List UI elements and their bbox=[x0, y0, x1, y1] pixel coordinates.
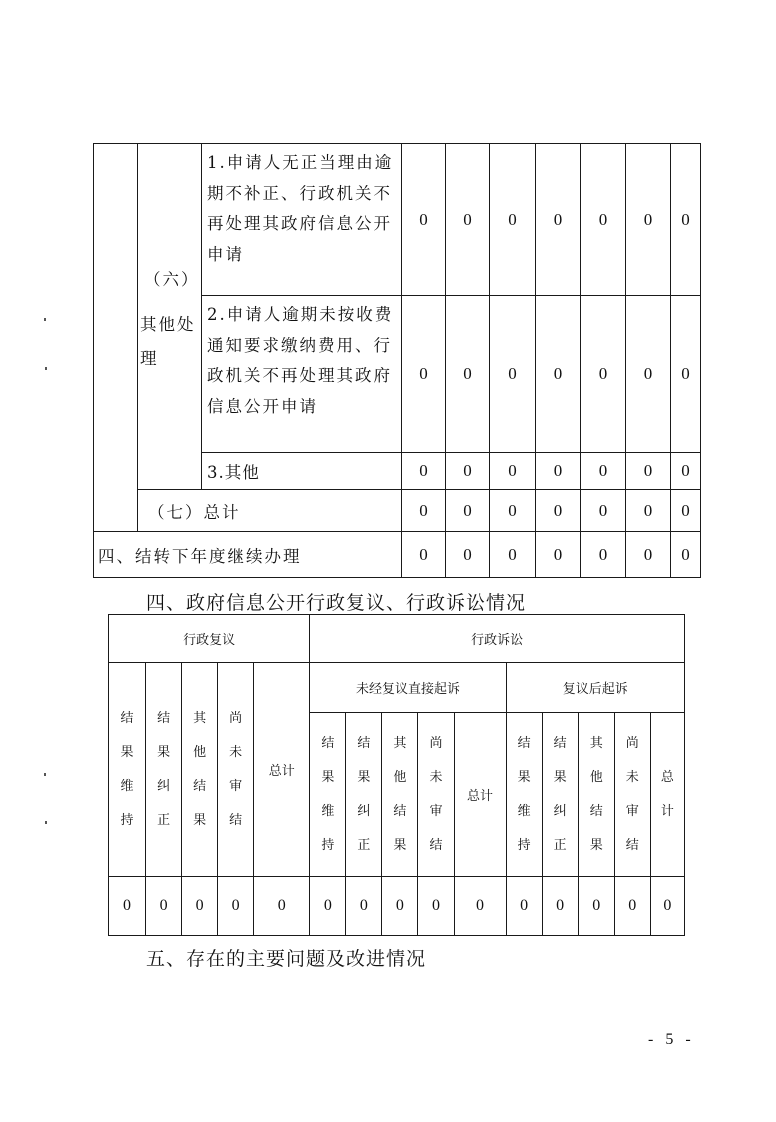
value-cell: 0 bbox=[650, 877, 684, 936]
direct-suit-total-header: 总计 bbox=[454, 713, 506, 877]
value-cell: 0 bbox=[581, 532, 626, 578]
table-row bbox=[94, 490, 701, 532]
value-cell: 0 bbox=[490, 296, 536, 453]
value-cell: 0 bbox=[536, 490, 581, 532]
carry-over-label: 四、结转下年度继续办理 bbox=[94, 532, 402, 578]
after-review-suit-header: 复议后起诉 bbox=[506, 663, 684, 713]
value-cell: 0 bbox=[542, 877, 578, 936]
value-cell: 0 bbox=[536, 296, 581, 453]
value-cell: 0 bbox=[671, 453, 701, 490]
value-cell: 0 bbox=[418, 877, 454, 936]
value-cell: 0 bbox=[671, 490, 701, 532]
value-cell: 0 bbox=[490, 453, 536, 490]
direct-suit-header: 未经复议直接起诉 bbox=[310, 663, 506, 713]
after-review-total-header: 总 计 bbox=[650, 713, 684, 877]
row-label: 2.申请人逾期未按收费通知要求缴纳费用、行政机关不再处理其政府信息公开申请 bbox=[202, 296, 402, 453]
outcome-pending: 尚 未 审 结 bbox=[614, 713, 650, 877]
value-cell: 0 bbox=[671, 296, 701, 453]
value-cell: 0 bbox=[626, 532, 671, 578]
value-cell: 0 bbox=[446, 296, 490, 453]
outcome-corrected: 结 果 纠 正 bbox=[146, 663, 182, 877]
row-label: 1.申请人无正当理由逾期不补正、行政机关不再处理其政府信息公开申请 bbox=[202, 144, 402, 296]
blank-cell bbox=[94, 144, 138, 532]
outcome-other: 其 他 结 果 bbox=[182, 663, 218, 877]
outcome-upheld: 结 果 维 持 bbox=[506, 713, 542, 877]
value-cell: 0 bbox=[109, 877, 146, 936]
scan-speck bbox=[44, 773, 46, 776]
outcome-pending: 尚 未 审 结 bbox=[218, 663, 254, 877]
value-cell: 0 bbox=[446, 144, 490, 296]
value-cell: 0 bbox=[671, 144, 701, 296]
table-row bbox=[109, 663, 685, 713]
scan-speck bbox=[44, 318, 46, 321]
value-cell: 0 bbox=[402, 144, 446, 296]
scan-speck bbox=[45, 367, 47, 370]
category-name: 其他处理 bbox=[140, 315, 196, 368]
admin-litigation-header: 行政诉讼 bbox=[310, 615, 685, 663]
value-cell: 0 bbox=[626, 144, 671, 296]
value-cell: 0 bbox=[536, 532, 581, 578]
value-cell: 0 bbox=[626, 453, 671, 490]
value-cell: 0 bbox=[218, 877, 254, 936]
value-cell: 0 bbox=[402, 490, 446, 532]
outcome-pending: 尚 未 审 结 bbox=[418, 713, 454, 877]
outcome-other: 其 他 结 果 bbox=[382, 713, 418, 877]
value-cell: 0 bbox=[581, 453, 626, 490]
value-cell: 0 bbox=[382, 877, 418, 936]
review-total-header: 总计 bbox=[254, 663, 310, 877]
total-label: （七）总计 bbox=[138, 490, 402, 532]
section-4-heading: 四、政府信息公开行政复议、行政诉讼情况 bbox=[146, 592, 527, 614]
table-row bbox=[94, 144, 701, 296]
admin-review-header: 行政复议 bbox=[109, 615, 310, 663]
value-cell: 0 bbox=[490, 490, 536, 532]
value-cell: 0 bbox=[581, 296, 626, 453]
outcome-corrected: 结 果 纠 正 bbox=[542, 713, 578, 877]
value-cell: 0 bbox=[614, 877, 650, 936]
row-label: 3.其他 bbox=[202, 453, 402, 490]
value-cell: 0 bbox=[446, 453, 490, 490]
value-cell: 0 bbox=[346, 877, 382, 936]
scan-speck bbox=[45, 821, 47, 824]
value-cell: 0 bbox=[490, 144, 536, 296]
value-cell: 0 bbox=[578, 877, 614, 936]
value-cell: 0 bbox=[402, 296, 446, 453]
value-cell: 0 bbox=[310, 877, 346, 936]
value-cell: 0 bbox=[146, 877, 182, 936]
category-prefix: （六） bbox=[144, 270, 200, 289]
value-cell: 0 bbox=[254, 877, 310, 936]
outcome-corrected: 结 果 纠 正 bbox=[346, 713, 382, 877]
value-cell: 0 bbox=[402, 453, 446, 490]
value-cell: 0 bbox=[626, 490, 671, 532]
section-5-heading: 五、存在的主要问题及改进情况 bbox=[146, 948, 427, 970]
page-number: - 5 - bbox=[648, 1031, 695, 1048]
review-litigation-table bbox=[108, 614, 685, 936]
value-cell: 0 bbox=[490, 532, 536, 578]
value-cell: 0 bbox=[182, 877, 218, 936]
value-cell: 0 bbox=[581, 490, 626, 532]
table-row bbox=[109, 615, 685, 663]
value-cell: 0 bbox=[671, 532, 701, 578]
value-cell: 0 bbox=[626, 296, 671, 453]
value-cell: 0 bbox=[536, 144, 581, 296]
value-cell: 0 bbox=[446, 490, 490, 532]
table-row bbox=[109, 877, 685, 936]
value-cell: 0 bbox=[506, 877, 542, 936]
category-cell bbox=[138, 144, 202, 490]
table-row bbox=[94, 532, 701, 578]
value-cell: 0 bbox=[581, 144, 626, 296]
outcome-upheld: 结 果 维 持 bbox=[109, 663, 146, 877]
outcome-upheld: 结 果 维 持 bbox=[310, 713, 346, 877]
value-cell: 0 bbox=[454, 877, 506, 936]
value-cell: 0 bbox=[536, 453, 581, 490]
value-cell: 0 bbox=[446, 532, 490, 578]
value-cell: 0 bbox=[402, 532, 446, 578]
disposal-table bbox=[93, 143, 701, 578]
outcome-other: 其 他 结 果 bbox=[578, 713, 614, 877]
